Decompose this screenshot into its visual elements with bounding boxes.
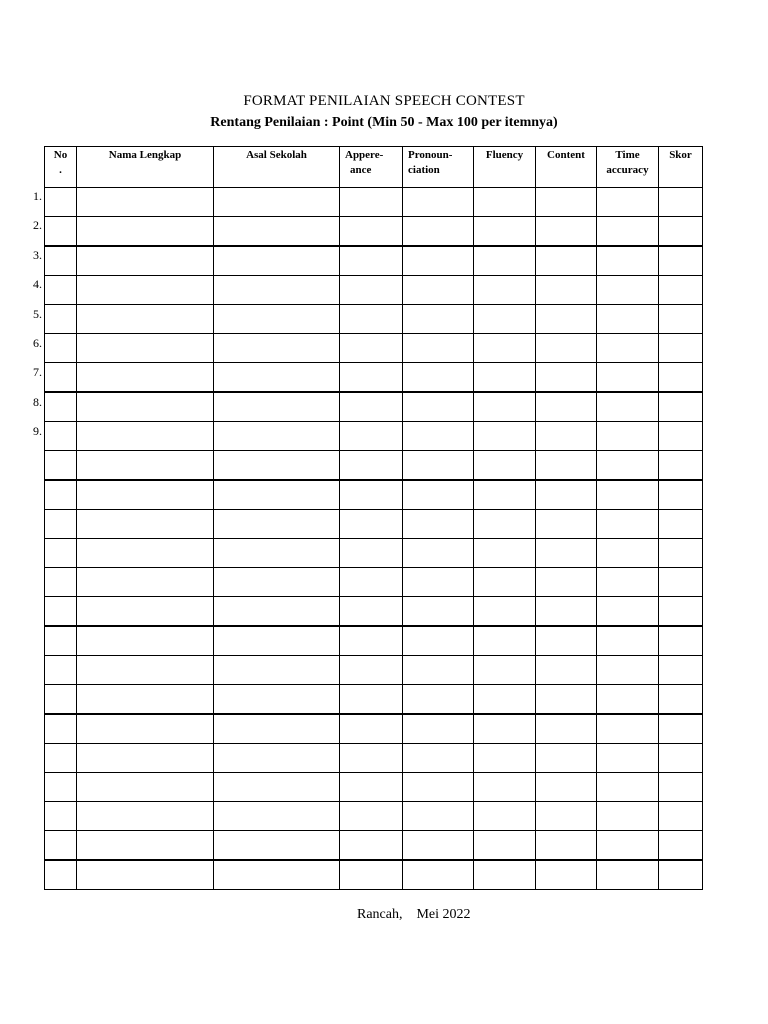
cell-no	[45, 597, 77, 627]
cell-pronunciation	[403, 744, 474, 773]
cell-fluency	[474, 773, 536, 802]
cell-content	[536, 510, 597, 539]
cell-content	[536, 539, 597, 568]
cell-fluency	[474, 276, 536, 305]
cell-pronunciation	[403, 539, 474, 568]
cell-content	[536, 860, 597, 890]
cell-fluency	[474, 539, 536, 568]
cell-nama	[77, 217, 214, 247]
cell-asal-sekolah	[214, 860, 340, 890]
cell-pronunciation	[403, 217, 474, 247]
cell-skor	[659, 276, 703, 305]
cell-appearance	[340, 510, 403, 539]
form-subtitle: Rentang Penilaian : Point (Min 50 - Max 100 per itemnya)	[210, 115, 558, 130]
header-appearance	[340, 147, 403, 188]
footer-place-date	[357, 907, 471, 923]
cell-no	[45, 773, 77, 802]
cell-content	[536, 714, 597, 744]
header-skor: Skor	[659, 147, 703, 188]
cell-no	[45, 246, 77, 276]
score-table	[44, 146, 703, 890]
cell-fluency	[474, 422, 536, 451]
cell-appearance	[340, 539, 403, 568]
cell-nama	[77, 714, 214, 744]
cell-nama	[77, 802, 214, 831]
cell-appearance	[340, 685, 403, 715]
cell-time-accuracy	[597, 188, 659, 217]
cell-time-accuracy	[597, 597, 659, 627]
cell-pronunciation	[403, 510, 474, 539]
cell-appearance	[340, 656, 403, 685]
cell-asal-sekolah	[214, 539, 340, 568]
cell-asal-sekolah	[214, 773, 340, 802]
cell-asal-sekolah	[214, 656, 340, 685]
cell-time-accuracy	[597, 831, 659, 861]
cell-pronunciation	[403, 422, 474, 451]
cell-pronunciation	[403, 188, 474, 217]
header-no-line2: .	[59, 164, 62, 176]
cell-asal-sekolah	[214, 334, 340, 363]
cell-fluency	[474, 744, 536, 773]
cell-time-accuracy	[597, 510, 659, 539]
cell-content	[536, 422, 597, 451]
cell-time-accuracy	[597, 392, 659, 422]
cell-nama	[77, 656, 214, 685]
cell-appearance	[340, 802, 403, 831]
cell-content	[536, 831, 597, 861]
cell-no	[45, 539, 77, 568]
cell-pronunciation	[403, 656, 474, 685]
cell-skor	[659, 363, 703, 393]
cell-skor	[659, 334, 703, 363]
cell-content	[536, 305, 597, 334]
cell-fluency	[474, 568, 536, 597]
cell-fluency	[474, 626, 536, 656]
cell-content	[536, 334, 597, 363]
cell-content	[536, 480, 597, 510]
cell-asal-sekolah	[214, 276, 340, 305]
cell-skor	[659, 568, 703, 597]
cell-appearance	[340, 246, 403, 276]
cell-fluency	[474, 802, 536, 831]
cell-content	[536, 451, 597, 481]
cell-nama	[77, 422, 214, 451]
table-row	[45, 276, 703, 305]
cell-nama	[77, 392, 214, 422]
cell-nama	[77, 597, 214, 627]
cell-asal-sekolah	[214, 188, 340, 217]
cell-nama	[77, 451, 214, 481]
cell-asal-sekolah	[214, 626, 340, 656]
header-pronunciation-line2: ciation	[408, 164, 440, 176]
cell-appearance	[340, 860, 403, 890]
cell-content	[536, 597, 597, 627]
table-row	[45, 422, 703, 451]
cell-fluency	[474, 714, 536, 744]
header-fluency: Fluency	[474, 147, 536, 188]
table-row	[45, 217, 703, 247]
cell-no	[45, 451, 77, 481]
cell-pronunciation	[403, 276, 474, 305]
cell-asal-sekolah	[214, 451, 340, 481]
cell-no	[45, 363, 77, 393]
cell-no	[45, 480, 77, 510]
cell-nama	[77, 334, 214, 363]
header-content: Content	[536, 147, 597, 188]
cell-skor	[659, 744, 703, 773]
header-no	[45, 147, 77, 188]
cell-skor	[659, 305, 703, 334]
cell-nama	[77, 860, 214, 890]
cell-pronunciation	[403, 626, 474, 656]
cell-appearance	[340, 392, 403, 422]
cell-asal-sekolah	[214, 802, 340, 831]
cell-appearance	[340, 363, 403, 393]
cell-asal-sekolah	[214, 744, 340, 773]
header-time-accuracy	[597, 147, 659, 188]
cell-skor	[659, 656, 703, 685]
table-row	[45, 656, 703, 685]
cell-asal-sekolah	[214, 246, 340, 276]
cell-appearance	[340, 451, 403, 481]
cell-time-accuracy	[597, 626, 659, 656]
cell-appearance	[340, 626, 403, 656]
cell-time-accuracy	[597, 480, 659, 510]
cell-content	[536, 188, 597, 217]
table-row	[45, 539, 703, 568]
cell-no	[45, 422, 77, 451]
cell-time-accuracy	[597, 217, 659, 247]
cell-no	[45, 685, 77, 715]
cell-skor	[659, 539, 703, 568]
cell-content	[536, 744, 597, 773]
header-time-line1: Time	[615, 149, 640, 161]
cell-time-accuracy	[597, 363, 659, 393]
footer-place: Rancah,	[357, 907, 403, 922]
table-row	[45, 392, 703, 422]
cell-asal-sekolah	[214, 714, 340, 744]
cell-time-accuracy	[597, 246, 659, 276]
cell-time-accuracy	[597, 568, 659, 597]
cell-nama	[77, 831, 214, 861]
cell-skor	[659, 510, 703, 539]
cell-nama	[77, 188, 214, 217]
cell-nama	[77, 539, 214, 568]
cell-appearance	[340, 831, 403, 861]
cell-skor	[659, 802, 703, 831]
cell-skor	[659, 480, 703, 510]
cell-pronunciation	[403, 568, 474, 597]
cell-content	[536, 773, 597, 802]
cell-content	[536, 392, 597, 422]
cell-appearance	[340, 744, 403, 773]
table-row	[45, 568, 703, 597]
cell-no	[45, 626, 77, 656]
table-row	[45, 363, 703, 393]
cell-fluency	[474, 363, 536, 393]
row-number: 9.	[33, 424, 42, 439]
cell-skor	[659, 685, 703, 715]
cell-skor	[659, 188, 703, 217]
cell-no	[45, 568, 77, 597]
table-row	[45, 451, 703, 481]
cell-fluency	[474, 831, 536, 861]
cell-time-accuracy	[597, 451, 659, 481]
cell-pronunciation	[403, 597, 474, 627]
cell-fluency	[474, 246, 536, 276]
table-row	[45, 305, 703, 334]
row-number: 1.	[33, 189, 42, 203]
cell-content	[536, 568, 597, 597]
cell-no	[45, 276, 77, 305]
cell-asal-sekolah	[214, 685, 340, 715]
cell-pronunciation	[403, 831, 474, 861]
cell-appearance	[340, 597, 403, 627]
cell-time-accuracy	[597, 334, 659, 363]
cell-pronunciation	[403, 860, 474, 890]
cell-nama	[77, 626, 214, 656]
cell-fluency	[474, 597, 536, 627]
cell-skor	[659, 626, 703, 656]
cell-time-accuracy	[597, 773, 659, 802]
header-time-line2: accuracy	[606, 164, 649, 176]
cell-appearance	[340, 568, 403, 597]
cell-skor	[659, 860, 703, 890]
row-number: 5.	[33, 306, 42, 321]
cell-asal-sekolah	[214, 510, 340, 539]
table-row	[45, 480, 703, 510]
cell-time-accuracy	[597, 685, 659, 715]
cell-pronunciation	[403, 392, 474, 422]
cell-no	[45, 217, 77, 247]
cell-time-accuracy	[597, 305, 659, 334]
cell-fluency	[474, 510, 536, 539]
table-row	[45, 597, 703, 627]
cell-no	[45, 656, 77, 685]
cell-skor	[659, 451, 703, 481]
cell-no	[45, 392, 77, 422]
cell-appearance	[340, 217, 403, 247]
table-row	[45, 685, 703, 715]
table-row	[45, 626, 703, 656]
cell-pronunciation	[403, 246, 474, 276]
cell-asal-sekolah	[214, 363, 340, 393]
cell-skor	[659, 422, 703, 451]
row-number: 3.	[33, 247, 42, 262]
cell-asal-sekolah	[214, 217, 340, 247]
cell-appearance	[340, 422, 403, 451]
footer-date: Mei 2022	[416, 907, 471, 922]
cell-skor	[659, 597, 703, 627]
cell-appearance	[340, 334, 403, 363]
cell-skor	[659, 773, 703, 802]
cell-nama	[77, 363, 214, 393]
header-no-line1: No	[53, 149, 68, 161]
cell-skor	[659, 217, 703, 247]
row-number: 4.	[33, 277, 42, 292]
cell-pronunciation	[403, 305, 474, 334]
cell-appearance	[340, 773, 403, 802]
cell-time-accuracy	[597, 656, 659, 685]
cell-time-accuracy	[597, 744, 659, 773]
table-row	[45, 510, 703, 539]
table-row	[45, 188, 703, 217]
table-row	[45, 802, 703, 831]
cell-fluency	[474, 188, 536, 217]
cell-pronunciation	[403, 363, 474, 393]
cell-no	[45, 744, 77, 773]
cell-time-accuracy	[597, 539, 659, 568]
cell-asal-sekolah	[214, 422, 340, 451]
cell-nama	[77, 773, 214, 802]
cell-pronunciation	[403, 714, 474, 744]
cell-time-accuracy	[597, 422, 659, 451]
cell-fluency	[474, 305, 536, 334]
cell-appearance	[340, 305, 403, 334]
cell-pronunciation	[403, 480, 474, 510]
header-pronunciation-line1: Pronoun-	[408, 149, 453, 161]
row-number: 8.	[33, 394, 42, 409]
table-header-row	[45, 147, 703, 188]
cell-nama	[77, 510, 214, 539]
cell-appearance	[340, 714, 403, 744]
cell-nama	[77, 744, 214, 773]
cell-skor	[659, 831, 703, 861]
table-row	[45, 334, 703, 363]
header-nama: Nama Lengkap	[77, 147, 214, 188]
cell-asal-sekolah	[214, 480, 340, 510]
cell-nama	[77, 305, 214, 334]
table-row	[45, 714, 703, 744]
cell-nama	[77, 685, 214, 715]
cell-time-accuracy	[597, 802, 659, 831]
cell-appearance	[340, 188, 403, 217]
cell-no	[45, 714, 77, 744]
header-appearance-line1: Appere-	[345, 149, 384, 161]
cell-no	[45, 305, 77, 334]
cell-no	[45, 831, 77, 861]
cell-nama	[77, 276, 214, 305]
cell-fluency	[474, 685, 536, 715]
table-row	[45, 744, 703, 773]
cell-content	[536, 656, 597, 685]
cell-fluency	[474, 334, 536, 363]
cell-no	[45, 188, 77, 217]
cell-fluency	[474, 217, 536, 247]
header-asal-sekolah: Asal Sekolah	[214, 147, 340, 188]
header-appearance-line2: ance	[350, 164, 372, 176]
cell-appearance	[340, 276, 403, 305]
header-pronunciation	[403, 147, 474, 188]
table-row	[45, 246, 703, 276]
cell-time-accuracy	[597, 714, 659, 744]
cell-content	[536, 246, 597, 276]
form-title: FORMAT PENILAIAN SPEECH CONTEST	[243, 93, 525, 109]
row-number: 2.	[33, 218, 42, 233]
cell-content	[536, 363, 597, 393]
cell-fluency	[474, 451, 536, 481]
cell-asal-sekolah	[214, 568, 340, 597]
table-row	[45, 831, 703, 861]
cell-time-accuracy	[597, 860, 659, 890]
cell-content	[536, 626, 597, 656]
cell-skor	[659, 714, 703, 744]
row-number: 6.	[33, 335, 42, 350]
cell-nama	[77, 480, 214, 510]
cell-content	[536, 802, 597, 831]
cell-pronunciation	[403, 451, 474, 481]
cell-pronunciation	[403, 334, 474, 363]
cell-no	[45, 860, 77, 890]
cell-nama	[77, 568, 214, 597]
row-number: 7.	[33, 365, 42, 380]
cell-skor	[659, 392, 703, 422]
cell-time-accuracy	[597, 276, 659, 305]
cell-asal-sekolah	[214, 305, 340, 334]
table-row	[45, 773, 703, 802]
cell-content	[536, 217, 597, 247]
row-number-labels	[33, 186, 45, 451]
cell-pronunciation	[403, 773, 474, 802]
cell-asal-sekolah	[214, 392, 340, 422]
cell-asal-sekolah	[214, 597, 340, 627]
cell-content	[536, 276, 597, 305]
table-row	[45, 860, 703, 890]
cell-nama	[77, 246, 214, 276]
cell-fluency	[474, 480, 536, 510]
cell-fluency	[474, 656, 536, 685]
cell-pronunciation	[403, 685, 474, 715]
cell-appearance	[340, 480, 403, 510]
cell-no	[45, 510, 77, 539]
cell-content	[536, 685, 597, 715]
cell-no	[45, 802, 77, 831]
cell-asal-sekolah	[214, 831, 340, 861]
cell-skor	[659, 246, 703, 276]
cell-fluency	[474, 860, 536, 890]
cell-fluency	[474, 392, 536, 422]
cell-no	[45, 334, 77, 363]
cell-pronunciation	[403, 802, 474, 831]
